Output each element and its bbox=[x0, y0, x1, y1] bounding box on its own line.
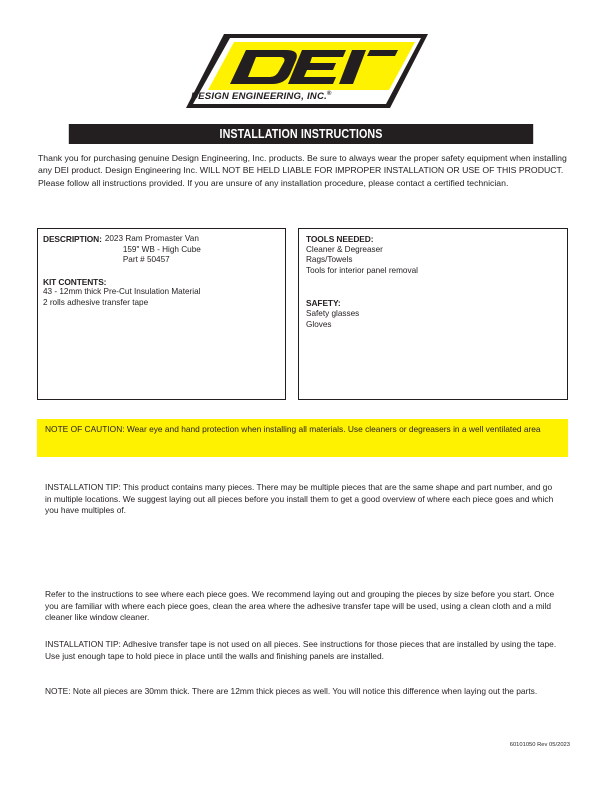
dei-logo bbox=[184, 30, 430, 110]
logo-wordmark bbox=[191, 91, 401, 102]
tool-item: Cleaner & Degreaser bbox=[306, 244, 383, 254]
page-title: INSTALLATION INSTRUCTIONS bbox=[69, 124, 533, 144]
description-box bbox=[37, 228, 286, 400]
installation-tip-1: INSTALLATION TIP: This product contains many pieces. There may be multiple pieces that are the same shape and part number, and go in multiple locations. We suggest laying out all pieces before you install them to get a good overview of where each piece goes and which you have multiples of. bbox=[45, 482, 554, 516]
caution-note: NOTE OF CAUTION: Wear eye and hand protection when installing all materials. Use cleaners or degreasers in a well ventilated area bbox=[37, 419, 568, 457]
registered-mark: ® bbox=[326, 91, 332, 97]
kit-item: 2 rolls adhesive transfer tape bbox=[43, 297, 149, 307]
thickness-note: NOTE: Note all pieces are 30mm thick. There are 12mm thick pieces as well. You will notice this difference when laying out the parts. bbox=[45, 686, 538, 696]
installation-tip-2: INSTALLATION TIP: Adhesive transfer tape is not used on all pieces. See instructions for those pieces that are installed by using the tape. Use just enough tape to hold piece in place until the walls and finishing panels are installed. bbox=[45, 639, 557, 661]
document-code: 60101050 Rev 05/2023 bbox=[509, 742, 570, 748]
description-line: Part # 50457 bbox=[122, 255, 170, 265]
safety-item: Gloves bbox=[306, 319, 332, 329]
intro-paragraph: Thank you for purchasing genuine Design Engineering, Inc. products. Be sure to always wear the proper safety equipment when installing any DEI product. Design Engineering Inc. WILL NOT BE HELD LIABLE FOR IMPROPER INSTALLATION OR USE OF THIS PRODUCT. Please follow all instructions provided. If you are unsure of any installation procedure, please contact a certified technician. bbox=[38, 153, 567, 188]
description-line: 2023 Ram Promaster Van bbox=[104, 234, 199, 243]
description-label: DESCRIPTION: bbox=[43, 234, 102, 244]
safety-item: Safety glasses bbox=[306, 308, 360, 318]
kit-contents-label: KIT CONTENTS: bbox=[43, 276, 107, 287]
tool-item: Tools for interior panel removal bbox=[306, 265, 418, 275]
tools-needed-label: TOOLS NEEDED: bbox=[306, 234, 374, 244]
description-lines bbox=[105, 234, 201, 266]
tools-safety-box bbox=[298, 228, 568, 400]
refer-instructions-paragraph: Refer to the instructions to see where each piece goes. We recommend laying out and grouping the pieces by size before you start. Once you are familiar with where each piece goes, clean the area where the adhesive transfer tape will be used, using a clean cloth and a mild cleaner like window cleaner. bbox=[45, 589, 555, 623]
description-block bbox=[43, 234, 280, 266]
kit-item: 43 - 12mm thick Pre-Cut Insulation Material bbox=[43, 287, 201, 297]
tool-item: Rags/Towels bbox=[306, 255, 353, 265]
safety-label: SAFETY: bbox=[306, 298, 341, 309]
logo-wordmark-text: DESIGN ENGINEERING, INC. bbox=[191, 91, 327, 102]
description-line: 159" WB - High Cube bbox=[122, 244, 201, 254]
